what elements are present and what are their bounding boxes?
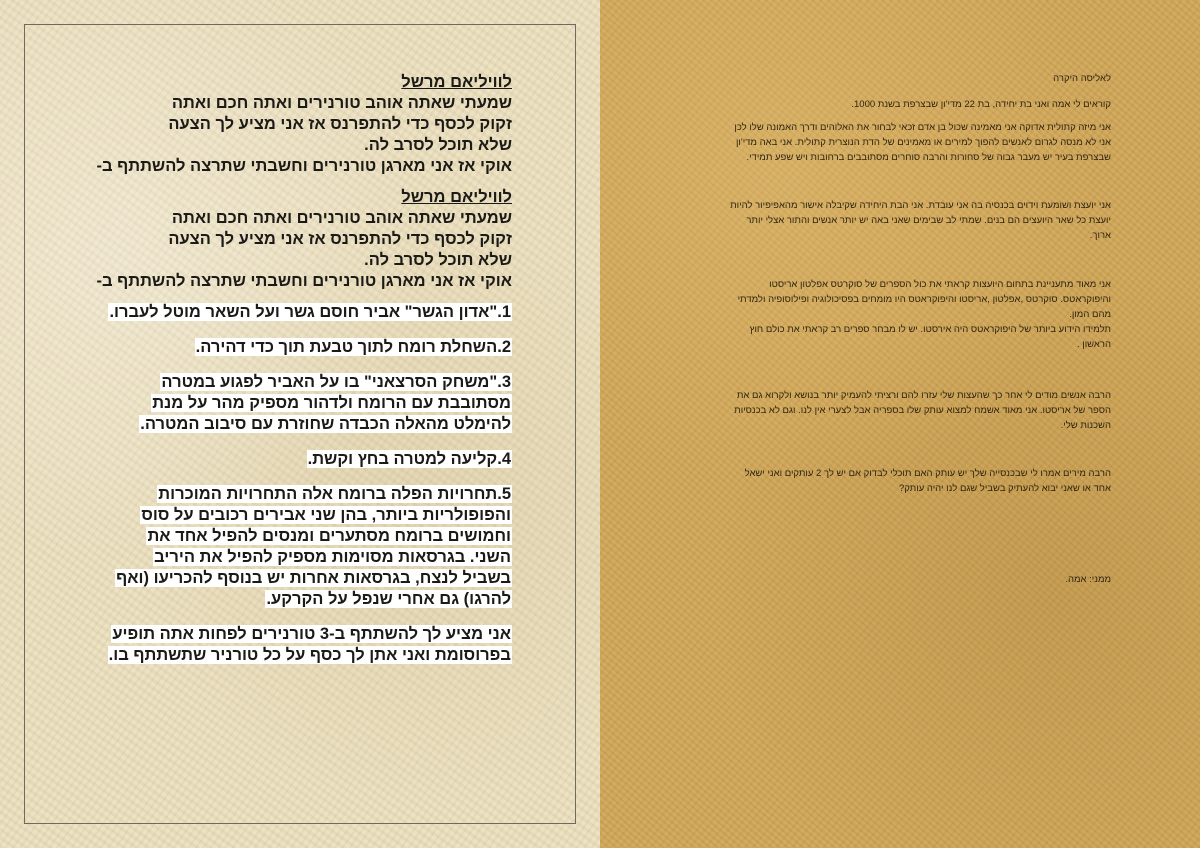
left-page-content (96, 72, 512, 680)
offer-paragraph (100, 624, 512, 666)
letter-line: אני מיזה קתולית אדוקה אני מאמינה שכול בן אדם זכאי לבחור את האלוהים ודרך האמונה שלו לכן (734, 122, 1111, 133)
item-line: להימלט מהאלה הכבדה שחוזרת עם סיבוב המטרה. (140, 415, 511, 433)
letter-line: אחד או שאני יבוא להעתיק בשביל שגם לנו יהיה עותק? (898, 483, 1111, 494)
letter-line: הרבה מירים אמרו לי שבכנסייה שלך יש עותק האם תוכלי לבדוק אם יש לך 2 עותקים ואני ישאל (744, 468, 1111, 479)
invitation-line: שמעתי שאתה אוהב טורנירים ואתה חכם ואתה (171, 94, 512, 112)
invitation-line: שלא תוכל לסרב לה. (364, 136, 512, 154)
right-page (600, 0, 1200, 848)
item-line: השני. בגרסאות מסוימות מספיק להפיל את היריב (154, 548, 511, 566)
letter-greeting: לאליסה היקרה (1053, 73, 1111, 84)
item-line: 5.תחרויות הפלה ברומח אלה התחרויות המוכרות (158, 485, 511, 503)
letter-signature: ממני: אמה. (1065, 574, 1111, 585)
letter-line: שבצרפת בעיר יש מעבר גבוה של סחורות והרבה סוחרים מסתובבים ברחובות ויש שפע תמידי. (746, 152, 1111, 163)
letter-line: יועצת כל שאר היועצים הם בנים. שמתי לב שבימים שאני באה יש יותר אנשים והתור אצלי יותר (746, 215, 1111, 226)
letter-line: אני לא מנסה לגרום לאנשים להפוך למירים או מאמינים של הדת הנוצרית קתולית. אני באה מדי'ון (735, 137, 1111, 148)
invitation-line: אוקי אז אני מארגן טורנירים וחשבתי שתרצה להשתתף ב- (96, 272, 512, 290)
item-line: 4.קליעה למטרה בחץ וקשת. (307, 450, 511, 468)
offer-line: בפרוסומת ואני אתן לך כסף על כל טורניר שתשתתף בו. (108, 646, 511, 664)
item-line: וחמושים ברומח מסתערים ומנסים להפיל אחד את (147, 527, 511, 545)
item-line: 1."אדון הגשר" אביר חוסם גשר ועל השאר מוטל לעברו. (109, 303, 511, 321)
letter-line: ארוך. (1089, 230, 1111, 241)
item-line: 2.השחלת רומח לתוך טבעת תוך כדי דהירה. (195, 338, 511, 356)
letter-line: אני מאוד מתעניינת בתחום היועצות קראתי את כול הספרים של סוקרטס אפלטון אריסטו (769, 279, 1111, 290)
letter-paragraph (693, 97, 1111, 112)
item-line: להרגו) גם אחרי שנפל על הקרקע. (266, 590, 511, 608)
letter-paragraph (693, 198, 1111, 243)
tournament-item-3 (100, 372, 512, 435)
invitation-line: אוקי אז אני מארגן טורנירים וחשבתי שתרצה להשתתף ב- (96, 157, 512, 175)
invitation-block (96, 72, 512, 177)
letter-line: קוראים לי אמה ואני בת יחידה, בת 22 מדי'ון שבצרפת בשנת 1000. (851, 99, 1111, 110)
letter-paragraph (693, 277, 1111, 352)
letter-line: תלמידו הידוע ביותר של היפוקראטס היה אירסטו. יש לו מבחר ספרים רב קראתי את כולם חוץ (749, 324, 1111, 335)
tournament-item-2 (100, 337, 512, 358)
invitation-block (96, 187, 512, 292)
tournament-item-4 (100, 449, 512, 470)
invitation-line: שלא תוכל לסרב לה. (364, 251, 512, 269)
letter-line: אני יועצת ושומעת וידוים בכנסיה בה אני עובדת. אני הבת היחידה שקיבלה אישור מהאפיפיור להיות (730, 200, 1111, 211)
tournament-item-5 (100, 484, 512, 610)
recipient-heading: לוויליאם מרשל (401, 188, 512, 206)
letter-line: השכנות שלי. (1060, 420, 1111, 431)
letter-line: והיפוקראטס. סוקרטס ,אפלטון ,אריסטו והיפוקראטס היו מומחים בפסיכולוגיה ופילוסופיה ולמדתי (737, 294, 1111, 305)
tournament-item-1 (100, 302, 512, 323)
item-line: והפופולריות ביותר, בהן שני אבירים רכובים על סוס (141, 506, 511, 524)
item-line: 3."משחק הסרצאני" בו על האביר לפגוע במטרה (161, 373, 511, 391)
letter-line: הרבה אנשים מודים לי אחר כך שהעצות שלי עזרו להם ורציתי להעמיק יותר בנושא ולקרוא גם את (736, 390, 1111, 401)
recipient-heading: לוויליאם מרשל (401, 73, 512, 91)
item-line: בשביל לנצח, בגרסאות אחרות יש בנוסף להכריעו (ואף (116, 569, 511, 587)
letter-paragraph (693, 388, 1111, 433)
letter-paragraph (693, 466, 1111, 496)
invitation-line: זקוק לכסף כדי להתפרנס אז אני מציע לך הצעה (168, 230, 512, 248)
letter-line: הראשון . (1076, 339, 1111, 350)
invitation-line: שמעתי שאתה אוהב טורנירים ואתה חכם ואתה (171, 209, 512, 227)
letter (693, 71, 1111, 587)
letter-line: מהם המון. (1069, 309, 1111, 320)
offer-line: אני מציע לך להשתתף ב-3 טורנירים לפחות אתה תופיע (112, 625, 511, 643)
invitation-line: זקוק לכסף כדי להתפרנס אז אני מציע לך הצעה (168, 115, 512, 133)
letter-line: הספר של אריסטו. אני מאוד אשמח למצוא עותק שלו בספריה אבל לצערי אין לנו. וגם לא בכנסיות (734, 405, 1111, 416)
letter-paragraph (693, 120, 1111, 165)
item-line: מסתובבת עם הרומח ולדהור מספיק מהר על מנת (152, 394, 511, 412)
